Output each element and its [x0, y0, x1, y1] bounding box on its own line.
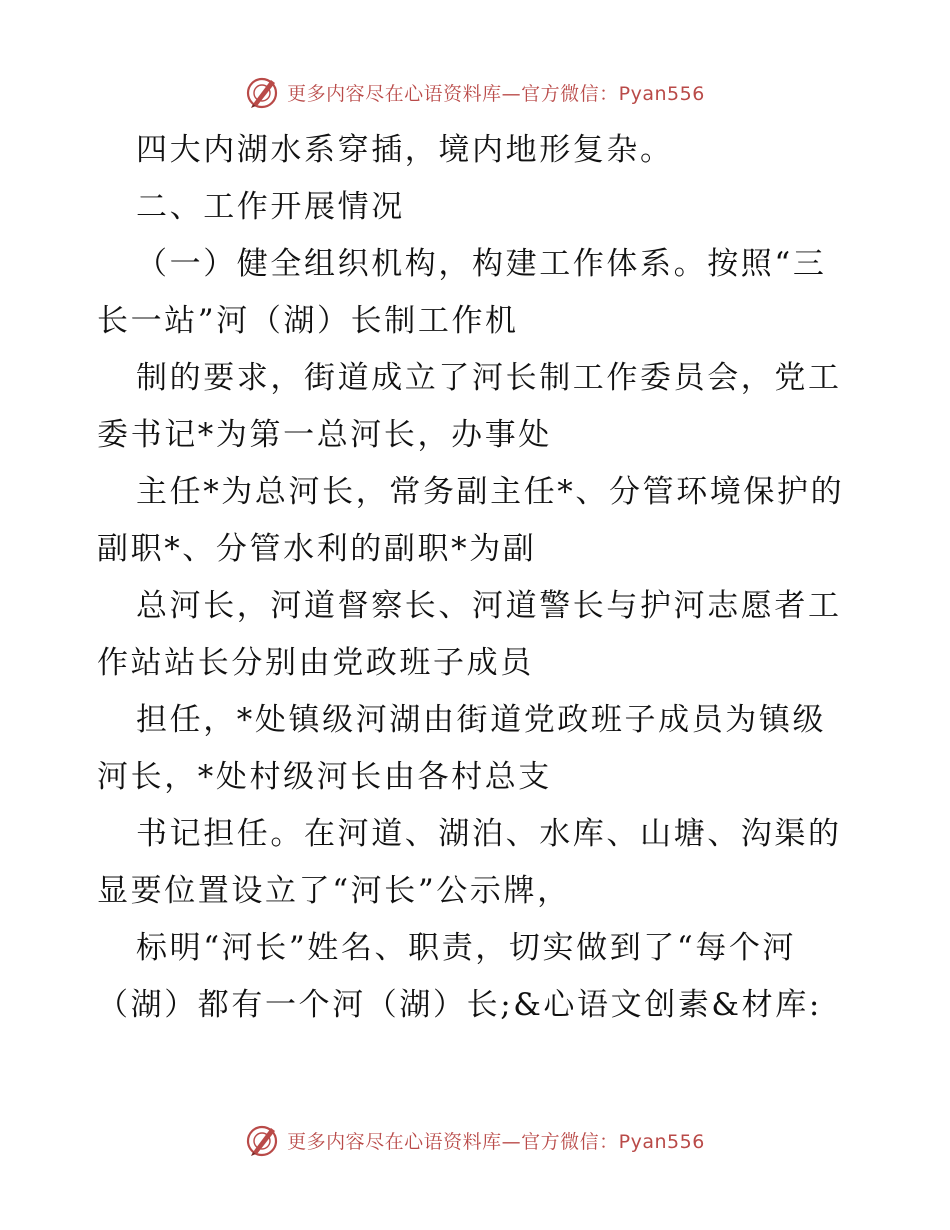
banner-text: 更多内容尽在心语资料库—官方微信：Pyan556: [287, 82, 705, 105]
text-line: 制的要求，街道成立了河长制工作委员会，党工: [136, 360, 842, 396]
footer-banner: [0, 1116, 950, 1164]
text-line: 长一站”河（湖）长制工作机: [97, 303, 519, 339]
header-banner: [0, 68, 950, 116]
text-line: （一）健全组织机构，构建工作体系。按照“三: [136, 246, 827, 282]
text-line: 担任，*处镇级河湖由街道党政班子成员为镇级: [136, 702, 827, 738]
text-line: 标明“河长”姓名、职责，切实做到了“每个河: [136, 930, 797, 966]
text-line: 河长，*处村级河长由各村总支: [97, 759, 552, 795]
text-line: 副职*、分管水利的副职*为副: [97, 531, 537, 567]
text-line: 书记担任。在河道、湖泊、水库、山塘、沟渠的: [136, 816, 842, 852]
text-line: 委书记*为第一总河长，办事处: [97, 417, 552, 453]
text-line: （湖）都有一个河（湖）长;&心语文创素&材库:: [97, 987, 822, 1023]
section-heading: 二、工作开展情况: [136, 189, 405, 225]
banner-text: 更多内容尽在心语资料库—官方微信：Pyan556: [287, 1130, 705, 1153]
text-line: 四大内湖水系穿插，境内地形复杂。: [136, 132, 674, 168]
text-line: 显要位置设立了“河长”公示牌，: [97, 873, 571, 909]
text-line: 总河长，河道督察长、河道警长与护河志愿者工: [136, 588, 842, 624]
pen-logo-icon: [245, 1122, 281, 1158]
document-body: [97, 122, 857, 1034]
text-line: 作站站长分别由党政班子成员: [97, 645, 534, 681]
pen-logo-icon: [245, 74, 281, 110]
text-line: 主任*为总河长，常务副主任*、分管环境保护的: [136, 474, 845, 510]
